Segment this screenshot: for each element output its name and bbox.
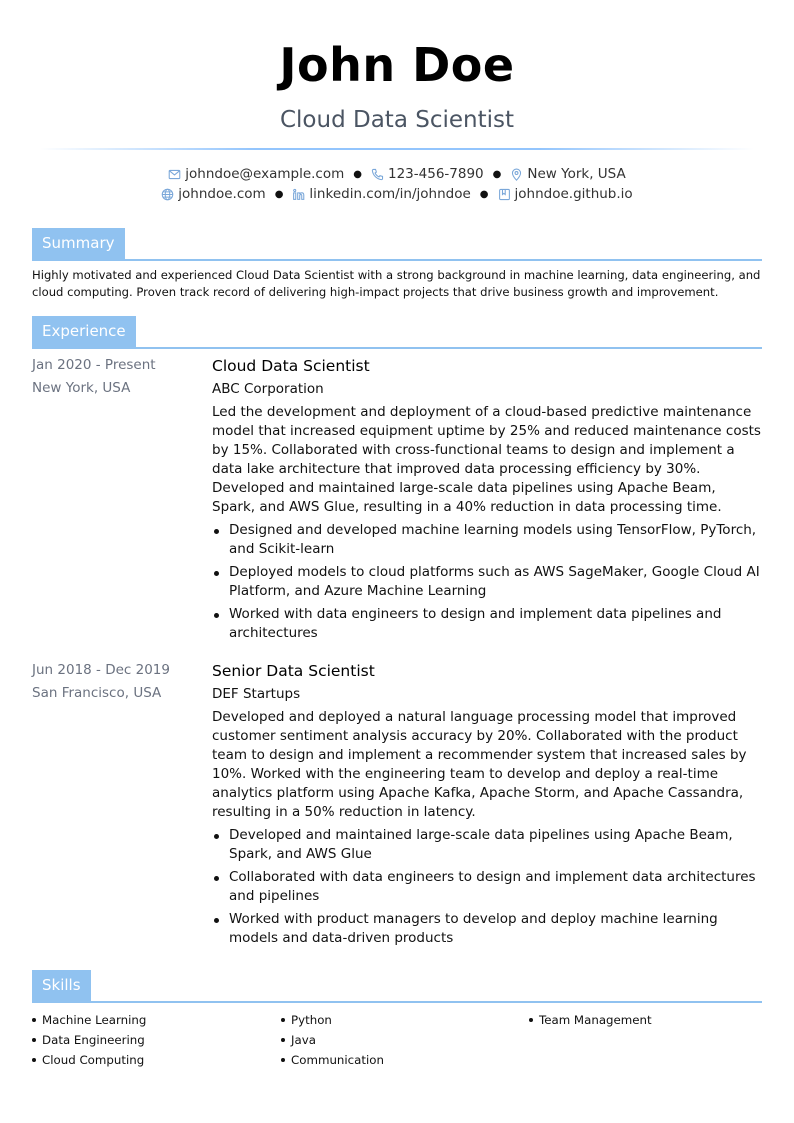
linkedin-icon (292, 188, 305, 201)
job-description: Developed and deployed a natural language processing model that improved customer sentiment analysis accuracy by 20%. Collaborated with the product team to design and implement a recommender system that increased sales by 10%. Worked with the engineering team to develop and deploy a real-time analytics platform using Apache Kafka, Apache Storm, and Apache Cassandra, resulting in a 50% reduction in latency. (212, 709, 747, 820)
contact-line-2 (0, 186, 794, 202)
experience-section-header (32, 316, 762, 347)
contact-github-text: johndoe.github.io (514, 186, 633, 202)
contact-linkedin-text: linkedin.com/in/johndoe (309, 186, 471, 202)
job-title: Cloud Data Scientist (212, 357, 370, 375)
contact-website[interactable] (161, 186, 265, 202)
mail-icon (168, 168, 181, 181)
skill-item: Data Engineering (32, 1030, 272, 1050)
job-description: Led the development and deployment of a cloud-based predictive maintenance model that increased equipment uptime by 25% and reduced maintenance costs by 15%. Collaborated with cross-functional teams to design and implement a data lake architecture that improved data processing efficiency by 30%. Developed and maintained large-scale data pipelines using Apache Beam, Spark, and AWS Glue, resulting in a 40% reduction in data processing time. (212, 404, 761, 515)
skill-item: Cloud Computing (32, 1050, 272, 1070)
job-location: New York, USA (32, 380, 131, 396)
contact-website-text: johndoe.com (178, 186, 266, 202)
job-company: ABC Corporation (212, 381, 324, 397)
job-bullet: Developed and maintained large-scale data pipelines using Apache Beam, Spark, and AWS Glue (212, 826, 762, 864)
contact-email[interactable] (168, 166, 344, 182)
job-bullet: Deployed models to cloud platforms such as AWS SageMaker, Google Cloud AI Platform, and Azure Machine Learning (212, 563, 762, 601)
summary-text: Highly motivated and experienced Cloud Data Scientist with a strong background in machine learning, data engineering, and cloud computing. Proven track record of delivering high-impact projects that drive business growth and improvement. (32, 268, 761, 299)
header-divider (40, 148, 754, 150)
contact-separator: ● (492, 168, 502, 180)
contact-separator: ● (479, 188, 489, 200)
contact-linkedin[interactable] (292, 186, 470, 202)
job-location: San Francisco, USA (32, 685, 162, 701)
job-bullet: Collaborated with data engineers to design and implement data architectures and pipelines (212, 868, 762, 906)
summary-heading: Summary (32, 228, 125, 259)
job-bullet: Worked with data engineers to design and implement data pipelines and architectures (212, 605, 762, 643)
contact-separator: ● (353, 168, 362, 180)
github-icon (498, 188, 511, 201)
job-bullets (212, 826, 762, 948)
job-details (212, 662, 762, 952)
skill-item: Machine Learning (32, 1010, 272, 1030)
phone-icon (371, 168, 384, 181)
summary-divider (32, 259, 762, 261)
job-bullet: Designed and developed machine learning models using TensorFlow, PyTorch, and Scikit-learn (212, 521, 762, 559)
job-bullet: Worked with product managers to develop and deploy machine learning models and data-driven products (212, 910, 762, 948)
job-bullets (212, 521, 762, 643)
contact-location-text: New York, USA (527, 166, 626, 182)
contact-location (510, 166, 625, 182)
skills-divider (32, 1001, 762, 1003)
contact-separator: ● (274, 188, 284, 200)
job-details (212, 357, 762, 647)
skill-item: Java (281, 1030, 521, 1050)
experience-heading: Experience (32, 316, 136, 347)
summary-section-header (32, 228, 762, 259)
skill-item: Communication (281, 1050, 521, 1070)
skill-item: Python (281, 1010, 521, 1030)
location-icon (510, 168, 523, 181)
skills-section-header (32, 970, 762, 1001)
contact-github[interactable] (498, 186, 633, 202)
skill-item: Team Management (529, 1010, 769, 1030)
contact-line-1 (0, 166, 794, 182)
job-dates: Jun 2018 - Dec 2019 (32, 662, 170, 678)
candidate-name: John Doe (279, 38, 515, 92)
globe-icon (161, 188, 174, 201)
skills-column (529, 1010, 769, 1030)
contact-phone[interactable] (371, 166, 484, 182)
job-title: Senior Data Scientist (212, 662, 375, 680)
experience-divider (32, 347, 762, 349)
skills-heading: Skills (32, 970, 91, 1001)
contact-phone-text: 123-456-7890 (388, 166, 484, 182)
skills-column (281, 1010, 521, 1070)
job-company: DEF Startups (212, 686, 301, 702)
contact-email-text: johndoe@example.com (185, 166, 345, 182)
candidate-title: Cloud Data Scientist (279, 107, 514, 133)
skills-column (32, 1010, 272, 1070)
job-dates: Jan 2020 - Present (32, 357, 156, 373)
